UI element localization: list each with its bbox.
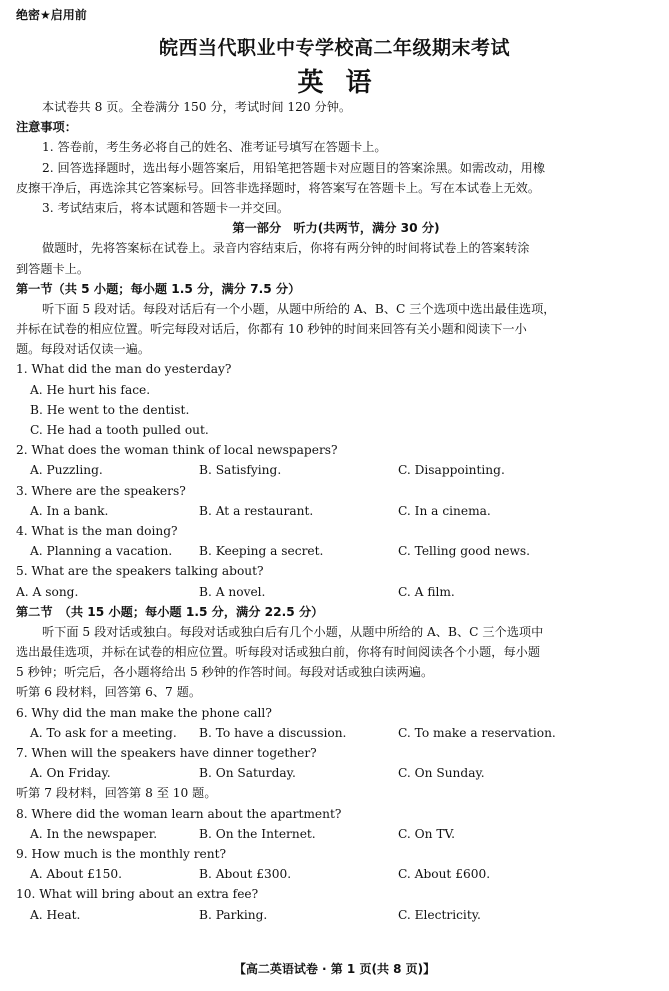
q4-stem: 4. What is the man doing? bbox=[16, 523, 178, 538]
part1-instr-b: 到答题卡上。 bbox=[16, 261, 90, 276]
section2-heading: 第二节 （共 15 小题；每小题 1.5 分，满分 22.5 分） bbox=[16, 604, 324, 619]
q2-option-a: A. Puzzling. bbox=[30, 463, 103, 478]
q2-stem: 2. What does the woman think of local newspapers? bbox=[16, 443, 338, 458]
q9-option-c: C. About £600. bbox=[398, 867, 491, 882]
section2-instr-b: 选出最佳选项，并标在试卷的相应位置。听每段对话或独白前，你将有时间阅读各个小题，每小题 bbox=[16, 645, 541, 660]
subject-title: 英语 bbox=[297, 68, 394, 98]
q3-options bbox=[16, 501, 656, 521]
q6-option-b: B. To have a discussion. bbox=[199, 725, 347, 740]
q2-option-b: B. Satisfying. bbox=[199, 463, 282, 478]
note-1: 1. 答卷前，考生务必将自己的姓名、准考证号填写在答题卡上。 bbox=[42, 140, 387, 155]
q7-options bbox=[16, 763, 656, 783]
q8-option-c: C. On TV. bbox=[398, 826, 456, 841]
q7-option-c: C. On Sunday. bbox=[398, 766, 485, 781]
q5-option-c: C. A film. bbox=[398, 584, 455, 599]
q7-option-a: A. On Friday. bbox=[30, 766, 111, 781]
q5-stem: 5. What are the speakers talking about? bbox=[16, 564, 264, 579]
section1-instr-c: 题。每段对话仅读一遍。 bbox=[16, 342, 151, 357]
q8-option-a: A. In the newspaper. bbox=[30, 826, 158, 841]
page-footer: 【高二英语试卷 · 第 1 页(共 8 页)】 bbox=[233, 962, 436, 976]
q6-option-a: A. To ask for a meeting. bbox=[30, 725, 177, 740]
q4-option-c: C. Telling good news. bbox=[398, 544, 531, 559]
q9-stem: 9. How much is the monthly rent? bbox=[16, 846, 227, 861]
exam-content bbox=[16, 97, 656, 925]
q10-option-b: B. Parking. bbox=[199, 907, 268, 922]
notes-heading: 注意事项： bbox=[16, 120, 77, 135]
q1-option-c: C. He had a tooth pulled out. bbox=[30, 423, 209, 437]
note-2a: 2. 回答选择题时，选出每小题答案后，用铅笔把答题卡对应题目的答案涂黑。如需改动，用橡 bbox=[42, 160, 546, 175]
q2-option-c: C. Disappointing. bbox=[398, 463, 505, 478]
q9-option-a: A. About £150. bbox=[30, 867, 123, 882]
q3-option-a: A. In a bank. bbox=[30, 503, 109, 518]
q3-option-c: C. In a cinema. bbox=[398, 503, 491, 518]
q6-option-c: C. To make a reservation. bbox=[398, 725, 556, 740]
q10-stem: 10. What will bring about an extra fee? bbox=[16, 887, 259, 902]
q10-option-c: C. Electricity. bbox=[398, 907, 481, 922]
q4-options bbox=[16, 541, 656, 561]
section1-instr-b: 并标在试卷的相应位置。听完每段对话后，你都有 10 秒钟的时间来回答有关小题和阅读下一小 bbox=[16, 322, 527, 337]
material-6-note: 听第 6 段材料，回答第 6、7 题。 bbox=[16, 685, 202, 700]
q5-option-a: A. A song. bbox=[16, 584, 79, 599]
part1-heading: 第一部分 听力(共两节，满分 30 分) bbox=[232, 221, 440, 236]
intro-line: 本试卷共 8 页。全卷满分 150 分，考试时间 120 分钟。 bbox=[42, 100, 352, 114]
q8-stem: 8. Where did the woman learn about the apartment? bbox=[16, 806, 342, 821]
q5-option-b: B. A novel. bbox=[199, 584, 266, 599]
q7-stem: 7. When will the speakers have dinner together? bbox=[16, 746, 317, 760]
confidential-label: 绝密★启用前 bbox=[16, 8, 87, 22]
q5-options bbox=[16, 582, 656, 602]
q1-option-b: B. He went to the dentist. bbox=[30, 402, 190, 417]
section1-instr-a: 听下面 5 段对话。每段对话后有一个小题，从题中所给的 A、B、C 三个选项中选出最佳选项， bbox=[42, 301, 556, 316]
q6-options bbox=[16, 723, 656, 743]
q9-options bbox=[16, 864, 656, 884]
note-2b: 皮擦干净后，再选涂其它答案标号。回答非选择题时，将答案写在答题卡上。写在本试卷上无效。 bbox=[16, 180, 541, 195]
note-3: 3. 考试结束后，将本试题和答题卡一并交回。 bbox=[42, 200, 290, 215]
q7-option-b: B. On Saturday. bbox=[199, 766, 296, 781]
q2-options bbox=[16, 460, 656, 480]
part1-instr-a: 做题时，先将答案标在试卷上。录音内容结束后，你将有两分钟的时间将试卷上的答案转涂 bbox=[42, 241, 530, 256]
q1-stem: 1. What did the man do yesterday? bbox=[16, 362, 232, 377]
q10-options bbox=[16, 905, 656, 925]
q3-stem: 3. Where are the speakers? bbox=[16, 483, 186, 498]
section2-instr-c: 5 秒钟；听完后，各小题将给出 5 秒钟的作答时间。每段对话或独白读两遍。 bbox=[16, 665, 434, 680]
q1-option-a: A. He hurt his face. bbox=[30, 382, 151, 397]
q4-option-a: A. Planning a vacation. bbox=[30, 544, 173, 559]
q8-option-b: B. On the Internet. bbox=[199, 826, 316, 841]
q10-option-a: A. Heat. bbox=[30, 907, 81, 922]
section2-instr-a: 听下面 5 段对话或独白。每段对话或独白后有几个小题，从题中所给的 A、B、C 三个选项中 bbox=[42, 624, 544, 639]
material-7-note: 听第 7 段材料，回答第 8 至 10 题。 bbox=[16, 786, 217, 801]
q4-option-b: B. Keeping a secret. bbox=[199, 544, 324, 559]
exam-title: 皖西当代职业中专学校高二年级期末考试 bbox=[158, 37, 510, 59]
q9-option-b: B. About £300. bbox=[199, 867, 292, 882]
q6-stem: 6. Why did the man make the phone call? bbox=[16, 705, 272, 720]
q3-option-b: B. At a restaurant. bbox=[199, 503, 314, 518]
q8-options bbox=[16, 824, 656, 844]
section1-heading: 第一节（共 5 小题；每小题 1.5 分，满分 7.5 分） bbox=[16, 281, 301, 296]
